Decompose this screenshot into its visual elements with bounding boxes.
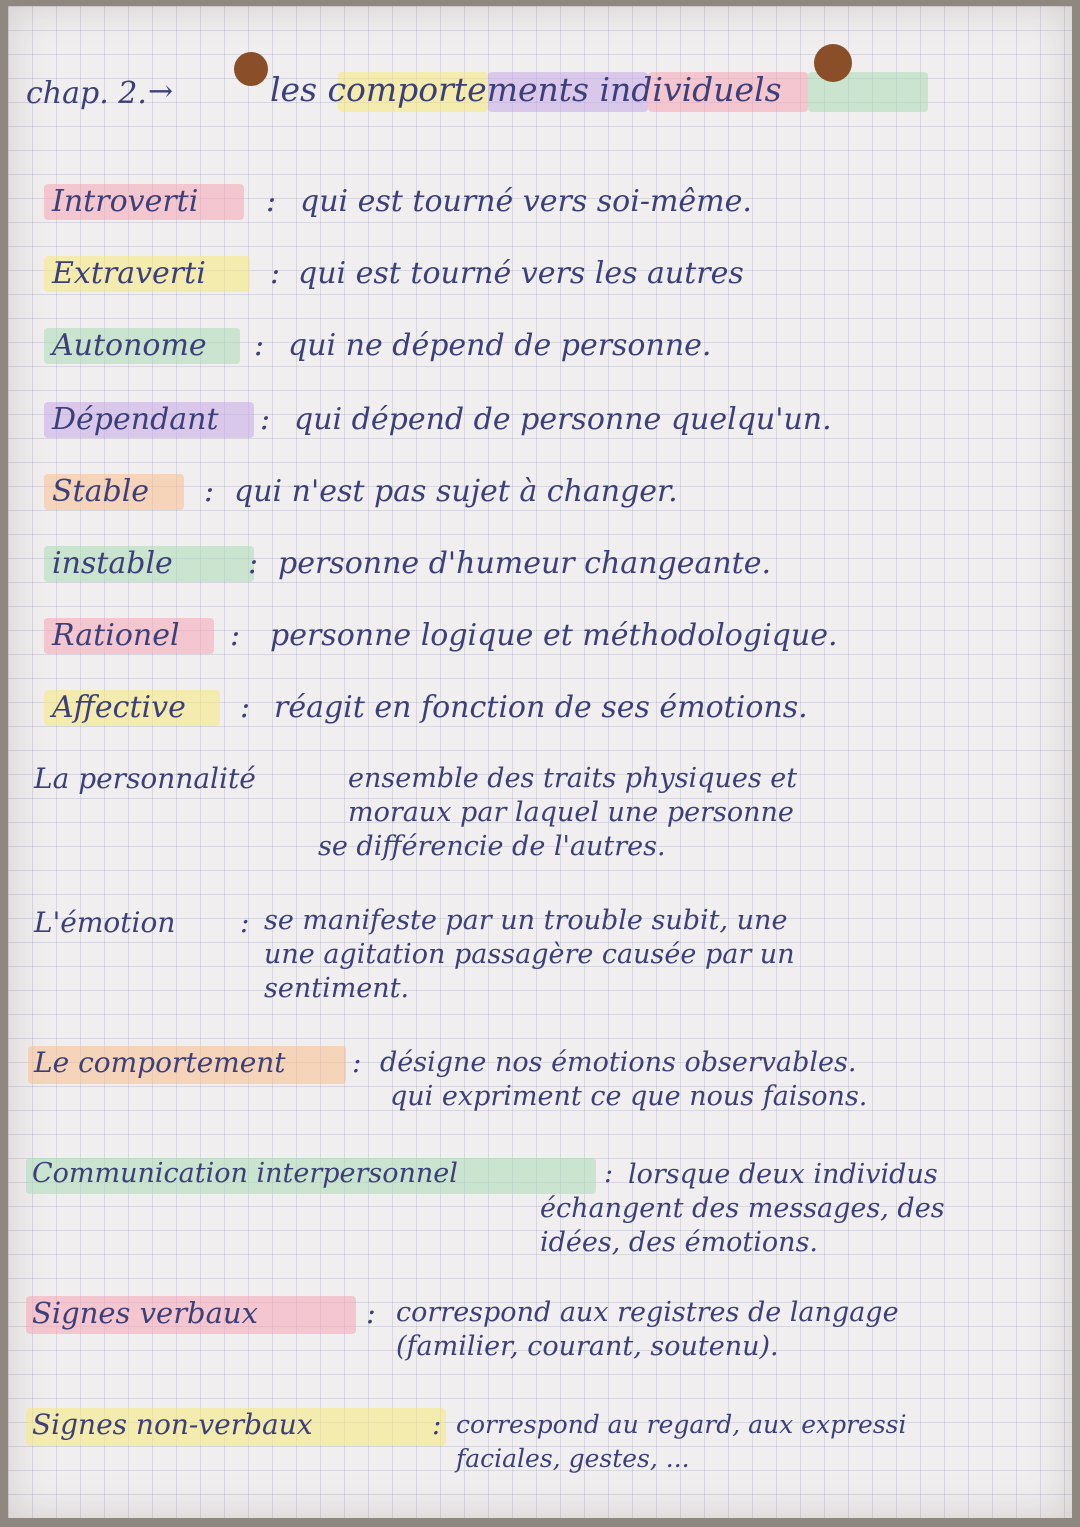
separator: : [604,1158,614,1189]
def-personnalite [318,762,797,864]
separator: : [254,328,265,363]
def-line: correspond au regard, aux expressi [456,1410,907,1439]
term-personnalite: La personnalité [34,762,256,795]
def-signes-verbaux [396,1296,899,1364]
separator: : [204,474,215,509]
separator: : [352,1046,362,1079]
def-line: (familier, courant, soutenu). [396,1331,779,1362]
separator: : [240,690,251,725]
def-introverti: qui est tourné vers soi-même. [300,184,752,219]
def-line: sentiment. [264,973,410,1004]
def-signes-non-verbaux [456,1408,907,1476]
page-title: les comportements individuels [270,70,782,109]
separator: : [240,906,250,939]
term-rationel: Rationel [52,618,180,653]
def-emotion [264,904,795,1006]
chapter-label: chap. 2. [26,76,147,111]
term-signes-verbaux: Signes verbaux [32,1296,258,1330]
separator: : [248,546,259,581]
def-line: faciales, gestes, ... [456,1444,690,1473]
separator: : [230,618,241,653]
term-communication: Communication interpersonnel [32,1158,458,1189]
separator: : [260,402,271,437]
def-line: qui expriment ce que nous faisons. [390,1081,868,1112]
def-autonome: qui ne dépend de personne. [288,328,712,363]
arrow-icon: → [148,74,174,109]
def-rationel: personne logique et méthodologique. [270,618,838,653]
separator: : [366,1296,376,1330]
sticker-dot-left [234,52,268,86]
def-line: échangent des messages, des [540,1193,945,1224]
term-signes-non-verbaux: Signes non-verbaux [32,1408,313,1441]
def-affective: réagit en fonction de ses émotions. [274,690,808,725]
term-autonome: Autonome [52,328,207,363]
separator: : [270,256,281,291]
def-comportement [380,1046,867,1114]
separator: : [432,1408,442,1441]
sticker-dot-right [814,44,852,82]
term-affective: Affective [52,690,186,725]
def-line: ensemble des traits physiques et [348,763,798,794]
separator: : [266,184,277,219]
term-dependant: Dépendant [52,402,219,437]
def-communication [540,1158,945,1260]
def-instable: personne d'humeur changeante. [278,546,772,581]
term-instable: instable [52,546,173,581]
def-dependant: qui dépend de personne quelqu'un. [294,402,832,437]
def-line: une agitation passagère causée par un [264,939,795,970]
def-extraverti: qui est tourné vers les autres [298,256,744,291]
term-extraverti: Extraverti [52,256,206,291]
def-line: idées, des émotions. [540,1227,819,1258]
def-line: lorsque deux individus [628,1159,938,1190]
def-line: se différencie de l'autres. [318,831,666,862]
term-introverti: Introverti [52,184,199,219]
def-line: se manifeste par un trouble subit, une [264,905,788,936]
term-emotion: L'émotion [34,906,176,939]
notebook-page [8,6,1072,1518]
term-stable: Stable [52,474,150,509]
def-stable: qui n'est pas sujet à changer. [234,474,678,509]
def-line: moraux par laquel une personne [348,797,794,828]
def-line: désigne nos émotions observables. [380,1047,857,1078]
term-comportement: Le comportement [34,1046,286,1079]
def-line: correspond aux registres de langage [396,1297,899,1328]
